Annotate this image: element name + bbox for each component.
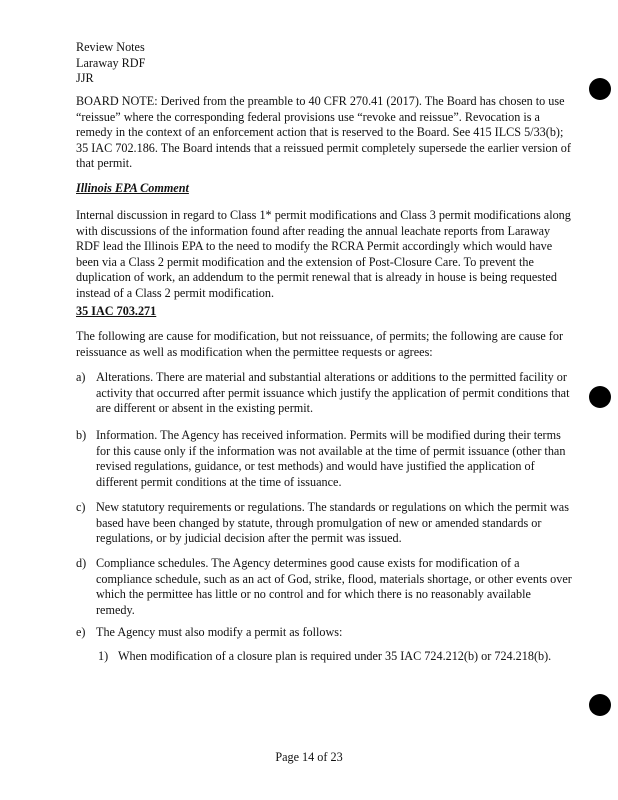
- list-label: 1): [98, 649, 109, 663]
- punch-hole-icon: [589, 386, 611, 408]
- list-label: d): [76, 556, 87, 570]
- list-item: [76, 556, 572, 618]
- list-text: Information. The Agency has received information. Permits will be modified during their terms for this cause only if the information was not available at the time of permit issuance (other than revised regulations, guidance, or test methods) and would have justified the application of different permit conditions at the time of issuance.: [96, 428, 566, 489]
- header-title: Review Notes: [76, 40, 145, 54]
- header-site: Laraway RDF: [76, 55, 146, 70]
- comment-heading: Illinois EPA Comment: [76, 181, 189, 195]
- list-label: a): [76, 370, 86, 384]
- sub-list-item: [98, 649, 578, 665]
- section-heading: 35 IAC 703.271: [76, 304, 157, 318]
- header-initials: JJR: [76, 71, 94, 86]
- list-label: b): [76, 428, 87, 442]
- list-text: When modification of a closure plan is required under 35 IAC 724.212(b) or 724.218(b).: [118, 649, 552, 663]
- punch-hole-icon: [589, 694, 611, 716]
- list-item: [76, 370, 572, 417]
- list-label: e): [76, 625, 86, 639]
- comment-text: Internal discussion in regard to Class 1* permit modifications and Class 3 permit modifications along with discussions of the information found after reading the annual leachate reports from Laraway RDF lead the Illinois EPA to the need to modify the RCRA Permit accordingly which would have been via a Class 2 permit modification and the extension of Post-Closure Care. To prevent the duplication of work, an addendum to the permit renewal that is already in house is being requested instead of a Class 2 permit modification.: [76, 208, 571, 300]
- section-intro: The following are cause for modification, but not reissuance, of permits; the following are cause for reissuance as well as modification when the permittee requests or agrees:: [76, 329, 564, 359]
- board-note: BOARD NOTE: Derived from the preamble to 40 CFR 270.41 (2017). The Board has chosen to use “reissue” where the corresponding federal provisions use “revoke and reissue”. Revocation is a remedy in the context of an enforcement action that is reserved to the Board. See 415 ILCS 5/33(b); 35 IAC 702.186. The Board intends that a reissued permit completely supersede the earlier version of that permit.: [76, 94, 571, 171]
- list-item: [76, 428, 572, 490]
- list-item: [76, 500, 572, 547]
- list-text: Alterations. There are material and substantial alterations or additions to the permitted facility or activity that occurred after permit issuance which justify the application of permit conditions that are different or absent in the existing permit.: [96, 370, 570, 416]
- list-text: The Agency must also modify a permit as follows:: [96, 625, 343, 639]
- list-text: Compliance schedules. The Agency determines good cause exists for modification of a compliance schedule, such as an act of God, strike, flood, materials shortage, or other events over which the permittee has little or no control and for which there is no reasonably available remedy.: [96, 556, 572, 617]
- list-text: New statutory requirements or regulations. The standards or regulations on which the permit was based have been changed by statute, through promulgation of new or amended standards or regulations, or by judicial decision after the permit was issued.: [96, 500, 569, 546]
- list-label: c): [76, 500, 86, 514]
- list-item: [76, 625, 572, 641]
- document-header: [76, 40, 572, 87]
- page-number: Page 14 of 23: [275, 750, 343, 764]
- punch-hole-icon: [589, 78, 611, 100]
